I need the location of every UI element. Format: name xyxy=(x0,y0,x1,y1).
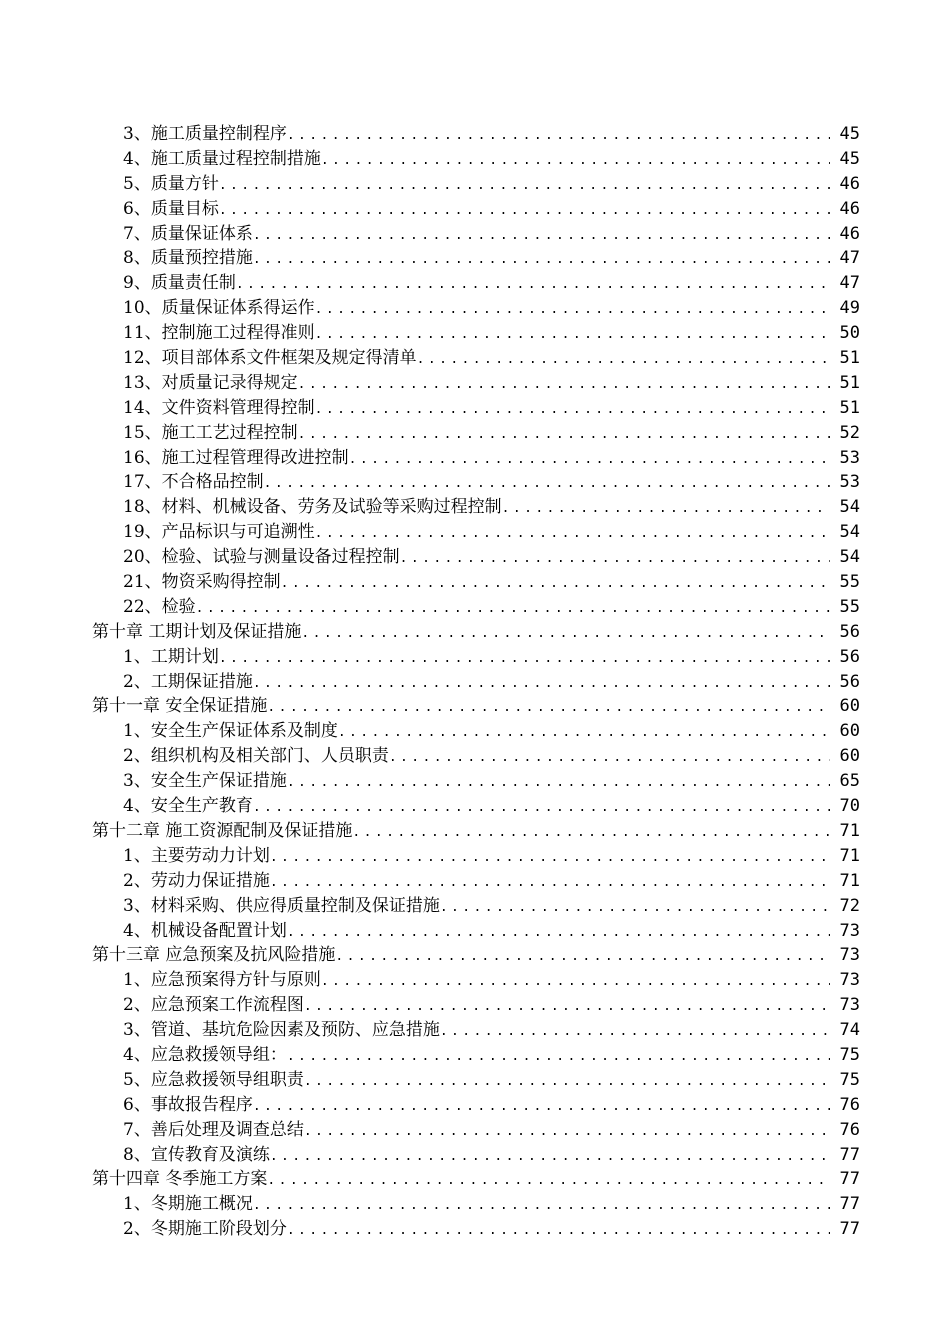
toc-dot-leader xyxy=(267,1169,830,1192)
toc-dot-leader xyxy=(315,323,830,346)
toc-page-number: 73 xyxy=(839,970,860,991)
toc-section-entry[interactable] xyxy=(92,844,860,869)
toc-page-number: 77 xyxy=(839,1144,860,1165)
toc-section-entry[interactable] xyxy=(92,1043,860,1068)
toc-page-number: 77 xyxy=(839,1169,860,1190)
toc-dot-leader xyxy=(315,522,830,545)
toc-dot-leader xyxy=(440,1020,830,1043)
toc-entry-title: 6、质量目标 xyxy=(123,198,219,219)
toc-dot-leader xyxy=(287,771,830,794)
toc-page-number: 45 xyxy=(839,148,860,169)
toc-dot-leader xyxy=(502,497,830,520)
toc-dot-leader xyxy=(253,796,830,819)
toc-entry-title: 17、不合格品控制 xyxy=(123,472,264,493)
toc-entry-title: 8、宣传教育及演练 xyxy=(123,1144,270,1165)
toc-chapter-entry[interactable] xyxy=(92,1167,860,1192)
toc-section-entry[interactable] xyxy=(92,670,860,695)
toc-entry-title: 第十章 工期计划及保证措施 xyxy=(92,621,302,642)
toc-page-number: 53 xyxy=(839,447,860,468)
toc-dot-leader xyxy=(236,273,830,296)
toc-entry-title: 9、质量责任制 xyxy=(123,273,236,294)
toc-page-number: 71 xyxy=(839,845,860,866)
toc-dot-leader xyxy=(440,896,830,919)
toc-entry-title: 7、质量保证体系 xyxy=(123,223,253,244)
toc-section-entry[interactable] xyxy=(92,371,860,396)
toc-page-number: 56 xyxy=(839,646,860,667)
toc-entry-title: 8、质量预控措施 xyxy=(123,248,253,269)
toc-page-number: 75 xyxy=(839,1044,860,1065)
toc-entry-title: 18、材料、机械设备、劳务及试验等采购过程控制 xyxy=(123,497,502,518)
toc-entry-title: 6、事故报告程序 xyxy=(123,1094,253,1115)
toc-dot-leader xyxy=(417,348,830,371)
toc-dot-leader xyxy=(287,1045,830,1068)
toc-page-number: 60 xyxy=(839,696,860,717)
toc-section-entry[interactable] xyxy=(92,645,860,670)
toc-page-number: 77 xyxy=(839,1219,860,1240)
toc-dot-leader xyxy=(281,572,830,595)
toc-section-entry[interactable] xyxy=(92,421,860,446)
toc-entry-title: 1、工期计划 xyxy=(123,646,219,667)
toc-dot-leader xyxy=(315,398,830,421)
toc-entry-title: 13、对质量记录得规定 xyxy=(123,372,298,393)
toc-section-entry[interactable] xyxy=(92,894,860,919)
toc-section-entry[interactable] xyxy=(92,346,860,371)
toc-dot-leader xyxy=(338,721,830,744)
toc-section-entry[interactable] xyxy=(92,470,860,495)
toc-entry-title: 3、管道、基坑危险因素及预防、应急措施 xyxy=(123,1020,440,1041)
toc-page-number: 65 xyxy=(839,771,860,792)
toc-entry-title: 3、材料采购、供应得质量控制及保证措施 xyxy=(123,895,440,916)
toc-dot-leader xyxy=(219,174,830,197)
toc-page-number: 73 xyxy=(839,920,860,941)
toc-page-number: 55 xyxy=(839,596,860,617)
toc-section-entry[interactable] xyxy=(92,1217,860,1242)
toc-section-entry[interactable] xyxy=(92,545,860,570)
toc-dot-leader xyxy=(400,547,830,570)
toc-page-number: 76 xyxy=(839,1119,860,1140)
toc-dot-leader xyxy=(298,423,830,446)
toc-dot-leader xyxy=(315,298,830,321)
toc-page-number: 54 xyxy=(839,497,860,518)
toc-entry-title: 第十四章 冬季施工方案 xyxy=(92,1169,268,1190)
toc-page-number: 74 xyxy=(839,1020,860,1041)
toc-page-number: 54 xyxy=(839,547,860,568)
toc-section-entry[interactable] xyxy=(92,1118,860,1143)
toc-page-number: 49 xyxy=(839,298,860,319)
toc-entry-title: 19、产品标识与可追溯性 xyxy=(123,522,315,543)
toc-section-entry[interactable] xyxy=(92,321,860,346)
toc-dot-leader xyxy=(304,1070,830,1093)
toc-page-number: 46 xyxy=(839,223,860,244)
toc-section-entry[interactable] xyxy=(92,172,860,197)
toc-dot-leader xyxy=(219,647,830,670)
toc-page-number: 60 xyxy=(839,721,860,742)
toc-entry-title: 4、施工质量过程控制措施 xyxy=(123,148,321,169)
toc-dot-leader xyxy=(335,945,830,968)
toc-entry-title: 2、劳动力保证措施 xyxy=(123,870,270,891)
toc-section-entry[interactable] xyxy=(92,993,860,1018)
toc-page-number: 50 xyxy=(839,323,860,344)
toc-section-entry[interactable] xyxy=(92,197,860,222)
toc-entry-title: 4、机械设备配置计划 xyxy=(123,920,287,941)
toc-dot-leader xyxy=(287,1219,830,1242)
toc-dot-leader xyxy=(267,696,830,719)
toc-page-number: 70 xyxy=(839,796,860,817)
toc-page-number: 60 xyxy=(839,746,860,767)
toc-section-entry[interactable] xyxy=(92,495,860,520)
toc-dot-leader xyxy=(298,373,830,396)
toc-page-number: 55 xyxy=(839,572,860,593)
toc-chapter-entry[interactable] xyxy=(92,694,860,719)
toc-chapter-entry[interactable] xyxy=(92,943,860,968)
toc-section-entry[interactable] xyxy=(92,719,860,744)
toc-page-number: 46 xyxy=(839,173,860,194)
toc-section-entry[interactable] xyxy=(92,271,860,296)
toc-entry-title: 第十三章 应急预案及抗风险措施 xyxy=(92,945,336,966)
toc-page-number: 75 xyxy=(839,1069,860,1090)
toc-section-entry[interactable] xyxy=(92,570,860,595)
toc-page-number: 54 xyxy=(839,522,860,543)
toc-entry-title: 第十一章 安全保证措施 xyxy=(92,696,268,717)
toc-entry-title: 21、物资采购得控制 xyxy=(123,572,281,593)
toc-section-entry[interactable] xyxy=(92,147,860,172)
toc-dot-leader xyxy=(389,746,830,769)
toc-dot-leader xyxy=(352,821,830,844)
toc-dot-leader xyxy=(253,248,830,271)
toc-page-number: 51 xyxy=(839,348,860,369)
toc-section-entry[interactable] xyxy=(92,744,860,769)
toc-section-entry[interactable] xyxy=(92,446,860,471)
toc-entry-title: 7、善后处理及调查总结 xyxy=(123,1119,304,1140)
toc-section-entry[interactable] xyxy=(92,869,860,894)
toc-entry-title: 15、施工工艺过程控制 xyxy=(123,422,298,443)
toc-section-entry[interactable] xyxy=(92,968,860,993)
toc-section-entry[interactable] xyxy=(92,769,860,794)
toc-page-number: 72 xyxy=(839,895,860,916)
toc-entry-title: 4、应急救援领导组： xyxy=(123,1044,287,1065)
toc-dot-leader xyxy=(304,1120,830,1143)
toc-section-entry[interactable] xyxy=(92,1018,860,1043)
toc-dot-leader xyxy=(304,995,830,1018)
toc-page-number: 46 xyxy=(839,198,860,219)
toc-entry-title: 14、文件资料管理得控制 xyxy=(123,397,315,418)
toc-page-number: 52 xyxy=(839,422,860,443)
toc-section-entry[interactable] xyxy=(92,296,860,321)
toc-entry-title: 2、工期保证措施 xyxy=(123,671,253,692)
toc-entry-title: 4、安全生产教育 xyxy=(123,796,253,817)
toc-dot-leader xyxy=(301,622,830,645)
toc-page-number: 77 xyxy=(839,1194,860,1215)
toc-page-number: 76 xyxy=(839,1094,860,1115)
toc-dot-leader xyxy=(270,1145,830,1168)
toc-page-number: 45 xyxy=(839,124,860,144)
toc-dot-leader xyxy=(253,1194,830,1217)
toc-page-number: 73 xyxy=(839,945,860,966)
toc-dot-leader xyxy=(196,597,830,620)
toc-chapter-entry[interactable] xyxy=(92,620,860,645)
toc-section-entry[interactable] xyxy=(92,396,860,421)
toc-page-number: 51 xyxy=(839,397,860,418)
toc-page-number: 56 xyxy=(839,671,860,692)
toc-entry-title: 20、检验、试验与测量设备过程控制 xyxy=(123,547,400,568)
toc-section-entry[interactable] xyxy=(92,1093,860,1118)
toc-section-entry[interactable] xyxy=(92,1068,860,1093)
toc-dot-leader xyxy=(270,871,830,894)
toc-entry-title: 1、冬期施工概况 xyxy=(123,1194,253,1215)
toc-dot-leader xyxy=(264,472,830,495)
toc-entry-title: 5、质量方针 xyxy=(123,173,219,194)
toc-section-entry[interactable] xyxy=(92,919,860,944)
toc-page-number: 71 xyxy=(839,870,860,891)
toc-entry-title: 5、应急救援领导组职责 xyxy=(123,1069,304,1090)
toc-section-entry[interactable] xyxy=(92,122,860,147)
toc-page-number: 53 xyxy=(839,472,860,493)
toc-entry-title: 12、项目部体系文件框架及规定得清单 xyxy=(123,348,417,369)
toc-page-number: 56 xyxy=(839,621,860,642)
toc-entry-title: 10、质量保证体系得运作 xyxy=(123,298,315,319)
toc-page-number: 73 xyxy=(839,995,860,1016)
toc-section-entry[interactable] xyxy=(92,222,860,247)
toc-entry-title: 2、应急预案工作流程图 xyxy=(123,995,304,1016)
toc-entry-title: 2、冬期施工阶段划分 xyxy=(123,1219,287,1240)
toc-entry-title: 1、主要劳动力计划 xyxy=(123,845,270,866)
toc-entry-title: 1、安全生产保证体系及制度 xyxy=(123,721,338,742)
toc-dot-leader xyxy=(253,1095,830,1118)
toc-page-number: 47 xyxy=(839,248,860,269)
toc-section-entry[interactable] xyxy=(92,1143,860,1168)
toc-entry-title: 11、控制施工过程得准则 xyxy=(123,323,315,344)
toc-section-entry[interactable] xyxy=(92,595,860,620)
toc-page-number: 71 xyxy=(839,820,860,841)
toc-page-number: 47 xyxy=(839,273,860,294)
toc-entry-title: 第十二章 施工资源配制及保证措施 xyxy=(92,820,353,841)
toc-entry-title: 22、检验 xyxy=(123,596,196,617)
toc-dot-leader xyxy=(270,846,830,869)
table-of-contents xyxy=(92,122,860,1242)
toc-entry-title: 1、应急预案得方针与原则 xyxy=(123,970,321,991)
toc-dot-leader xyxy=(253,224,830,247)
toc-page-number: 51 xyxy=(839,372,860,393)
toc-dot-leader xyxy=(253,672,830,695)
toc-entry-title: 3、安全生产保证措施 xyxy=(123,771,287,792)
toc-dot-leader xyxy=(219,199,830,222)
toc-section-entry[interactable] xyxy=(92,1192,860,1217)
toc-entry-title: 16、施工过程管理得改进控制 xyxy=(123,447,349,468)
toc-dot-leader xyxy=(321,149,830,172)
toc-dot-leader xyxy=(287,921,830,944)
toc-chapter-entry[interactable] xyxy=(92,819,860,844)
toc-dot-leader xyxy=(321,970,830,993)
toc-section-entry[interactable] xyxy=(92,520,860,545)
toc-dot-leader xyxy=(287,124,830,147)
toc-section-entry[interactable] xyxy=(92,246,860,271)
toc-section-entry[interactable] xyxy=(92,794,860,819)
toc-entry-title: 3、施工质量控制程序 xyxy=(123,124,287,144)
toc-entry-title: 2、组织机构及相关部门、人员职责 xyxy=(123,746,389,767)
toc-dot-leader xyxy=(349,448,830,471)
